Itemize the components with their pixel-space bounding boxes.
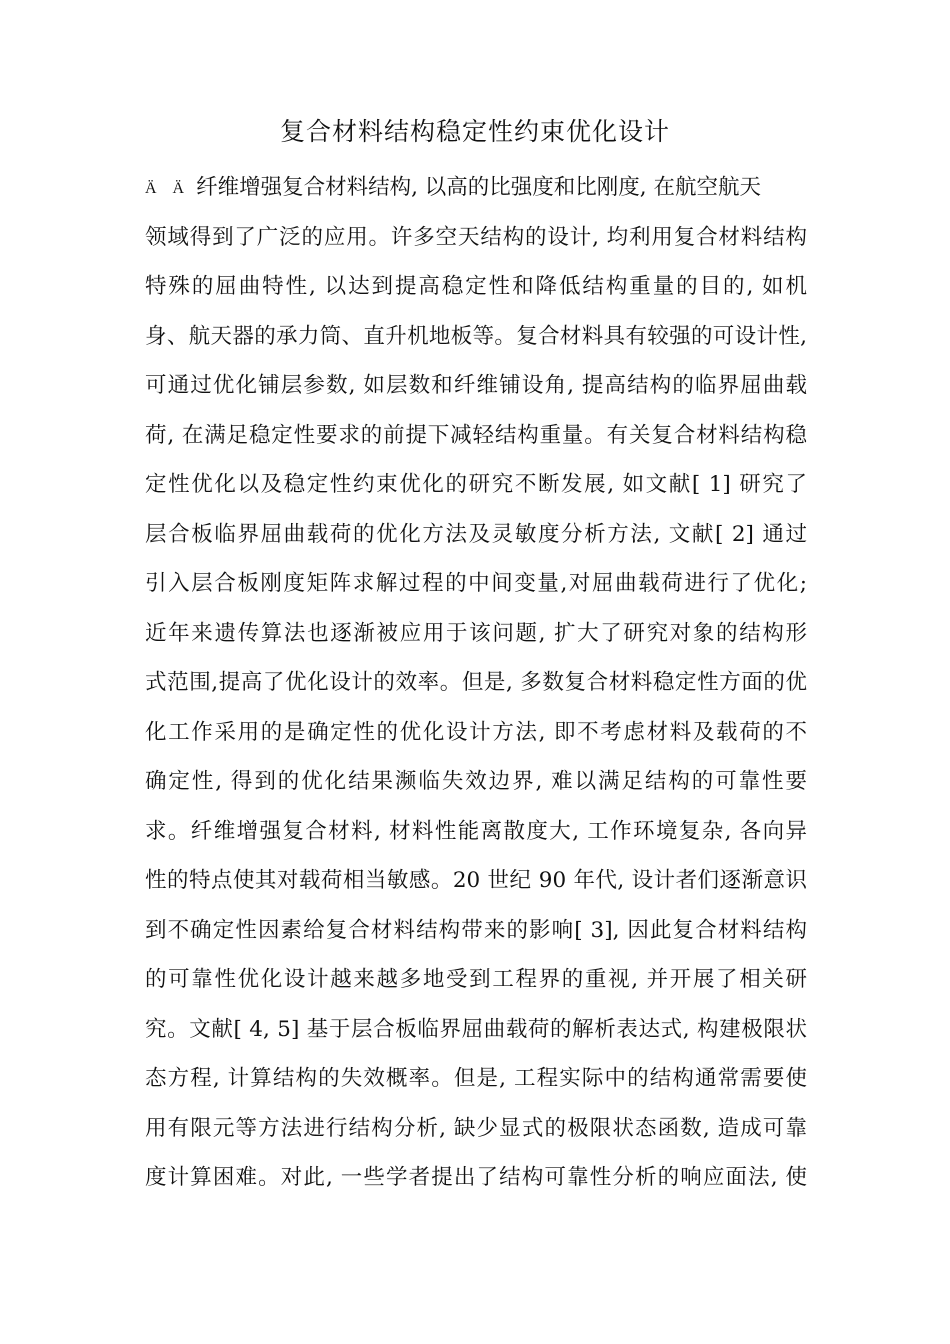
- body-line-8: 层合板临界屈曲载荷的优化方法及灵敏度分析方法, 文献[ 2] 通过: [145, 521, 807, 547]
- body-line-3: 特殊的屈曲特性, 以达到提高稳定性和降低结构重量的目的, 如机: [145, 274, 807, 299]
- first-line-text: 纤维增强复合材料结构, 以高的比强度和比刚度, 在航空航天: [196, 175, 761, 200]
- document-title: 复合材料结构稳定性约束优化设计: [279, 117, 670, 146]
- body-line-20: 用有限元等方法进行结构分析, 缺少显式的极限状态函数, 造成可靠: [145, 1115, 807, 1141]
- body-line-1: [145, 163, 807, 213]
- body-line-14: 求。纤维增强复合材料, 材料性能离散度大, 工作环境复杂, 各向异: [145, 818, 807, 844]
- body-line-4: 身、航天器的承力筒、直升机地板等。复合材料具有较强的可设计性,: [145, 323, 807, 349]
- body-line-9: 引入层合板刚度矩阵求解过程的中间变量,对屈曲载荷进行了优化;: [145, 571, 807, 596]
- body-line-19: 态方程, 计算结构的失效概率。但是, 工程实际中的结构通常需要使: [145, 1066, 807, 1091]
- body-line-11: 式范围,提高了优化设计的效率。但是, 多数复合材料稳定性方面的优: [145, 670, 807, 695]
- body-line-10: 近年来遗传算法也逐渐被应用于该问题, 扩大了研究对象的结构形: [145, 620, 807, 646]
- body-line-2: 领域得到了广泛的应用。许多空天结构的设计, 均利用复合材料结构: [145, 224, 807, 250]
- body-line-13: 确定性, 得到的优化结果濒临失效边界, 难以满足结构的可靠性要: [145, 769, 807, 794]
- body-line-16: 到不确定性因素给复合材料结构带来的影响[ 3], 因此复合材料结构: [145, 917, 807, 943]
- body-line-12: 化工作采用的是确定性的优化设计方法, 即不考虑材料及载荷的不: [145, 719, 807, 745]
- body-line-6: 荷, 在满足稳定性要求的前提下减轻结构重量。有关复合材料结构稳: [145, 422, 807, 448]
- body-line-7: 定性优化以及稳定性约束优化的研究不断发展, 如文献[ 1] 研究了: [145, 472, 807, 497]
- body-paragraph: [145, 163, 807, 1203]
- body-line-21: 度计算困难。对此, 一些学者提出了结构可靠性分析的响应面法, 使: [145, 1165, 807, 1190]
- body-line-18: 究。文献[ 4, 5] 基于层合板临界屈曲载荷的解析表达式, 构建极限状: [145, 1016, 807, 1042]
- body-line-17: 的可靠性优化设计越来越多地受到工程界的重视, 并开展了相关研: [145, 967, 807, 992]
- paragraph-marker: Ä Ä: [145, 180, 191, 197]
- body-line-5: 可通过优化铺层参数, 如层数和纤维铺设角, 提高结构的临界屈曲载: [145, 373, 807, 398]
- body-line-15: 性的特点使其对载荷相当敏感。20 世纪 90 年代, 设计者们逐渐意识: [145, 868, 807, 893]
